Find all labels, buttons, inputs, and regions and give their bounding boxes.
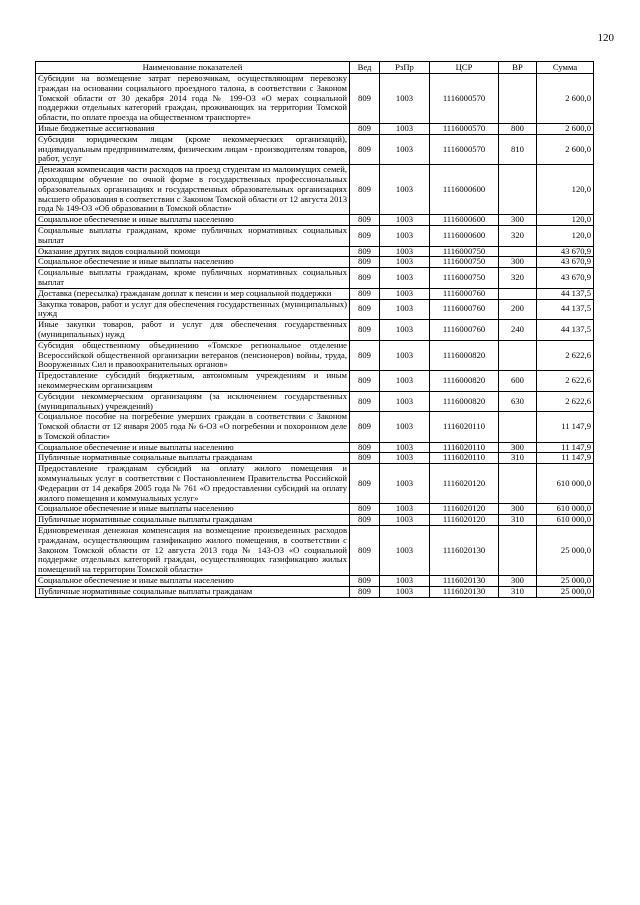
table-row [36, 299, 594, 320]
cell-ved: 809 [350, 268, 380, 289]
cell-csr: 1116000600 [430, 215, 499, 226]
budget-table [35, 61, 594, 598]
cell-csr: 1116000820 [430, 371, 499, 392]
cell-name: Социальное обеспечение и иные выплаты населению [36, 576, 350, 587]
cell-name: Доставка (пересылка) гражданам доплат к пенсии и мер социальной поддержки [36, 288, 350, 299]
cell-rzpr: 1003 [380, 165, 430, 215]
cell-sum: 43 670,9 [537, 246, 594, 257]
cell-vr: 300 [499, 215, 537, 226]
cell-name: Предоставление субсидий бюджетным, автономным учреждениям и иным некоммерческим организациям [36, 371, 350, 392]
table-body [36, 74, 594, 598]
cell-rzpr: 1003 [380, 134, 430, 164]
cell-name: Субсидия общественному объединению «Томское региональное отделение Всероссийской общественной организации ветеранов (пенсионеров) войны, труда, Вооруженных Сил и правоохранительных органов» [36, 340, 350, 370]
cell-name: Иные закупки товаров, работ и услуг для обеспечения государственных (муниципальных) нужд [36, 320, 350, 341]
cell-csr: 1116020130 [430, 576, 499, 587]
cell-rzpr: 1003 [380, 340, 430, 370]
cell-csr: 1116000820 [430, 391, 499, 412]
cell-vr [499, 464, 537, 504]
cell-csr: 1116020130 [430, 526, 499, 576]
cell-csr: 1116000570 [430, 134, 499, 164]
cell-name: Единовременная денежная компенсация на возмещение произведенных расходов гражданам, осуществляющим газификацию жилого помещения, в соответствии с Законом Томской области от 12 августа 2013 года № 143-ОЗ «О социальной поддержке отдельных категорий граждан, осуществляющих газификацию жилых помещений на территории Томской области» [36, 526, 350, 576]
cell-name: Социальное обеспечение и иные выплаты населению [36, 215, 350, 226]
cell-sum: 25 000,0 [537, 526, 594, 576]
cell-vr [499, 412, 537, 442]
cell-sum: 120,0 [537, 215, 594, 226]
cell-ved: 809 [350, 412, 380, 442]
cell-rzpr: 1003 [380, 586, 430, 597]
table-row [36, 576, 594, 587]
cell-rzpr: 1003 [380, 123, 430, 134]
cell-ved: 809 [350, 340, 380, 370]
cell-ved: 809 [350, 123, 380, 134]
cell-csr: 1116020110 [430, 453, 499, 464]
cell-sum: 11 147,9 [537, 453, 594, 464]
cell-rzpr: 1003 [380, 246, 430, 257]
cell-rzpr: 1003 [380, 268, 430, 289]
cell-vr: 800 [499, 123, 537, 134]
table-row [36, 412, 594, 442]
header-csr: ЦСР [430, 62, 499, 74]
cell-name: Закупка товаров, работ и услуг для обеспечения государственных (муниципальных) нужд [36, 299, 350, 320]
cell-sum: 2 622,6 [537, 391, 594, 412]
cell-vr: 240 [499, 320, 537, 341]
cell-ved: 809 [350, 299, 380, 320]
cell-csr: 1116000750 [430, 246, 499, 257]
cell-rzpr: 1003 [380, 576, 430, 587]
table-row [36, 340, 594, 370]
cell-rzpr: 1003 [380, 504, 430, 515]
cell-vr: 300 [499, 504, 537, 515]
cell-rzpr: 1003 [380, 526, 430, 576]
cell-csr: 1116000750 [430, 257, 499, 268]
cell-sum: 2 622,6 [537, 371, 594, 392]
cell-vr [499, 246, 537, 257]
cell-vr: 810 [499, 134, 537, 164]
table-row [36, 515, 594, 526]
cell-rzpr: 1003 [380, 453, 430, 464]
cell-vr: 310 [499, 453, 537, 464]
table-row [36, 165, 594, 215]
cell-vr: 310 [499, 515, 537, 526]
cell-csr: 1116020120 [430, 504, 499, 515]
cell-sum: 44 137,5 [537, 320, 594, 341]
header-rzpr: РзПр [380, 62, 430, 74]
cell-csr: 1116000600 [430, 225, 499, 246]
cell-csr: 1116020120 [430, 515, 499, 526]
cell-sum: 44 137,5 [537, 288, 594, 299]
cell-sum: 610 000,0 [537, 504, 594, 515]
table-row [36, 442, 594, 453]
cell-ved: 809 [350, 504, 380, 515]
cell-csr: 1116000760 [430, 320, 499, 341]
cell-vr [499, 340, 537, 370]
cell-sum: 43 670,9 [537, 257, 594, 268]
cell-name: Социальные выплаты гражданам, кроме публичных нормативных социальных выплат [36, 225, 350, 246]
table-row [36, 464, 594, 504]
cell-ved: 809 [350, 257, 380, 268]
cell-vr: 630 [499, 391, 537, 412]
cell-sum: 2 600,0 [537, 74, 594, 124]
cell-rzpr: 1003 [380, 515, 430, 526]
cell-csr: 1116020130 [430, 586, 499, 597]
cell-rzpr: 1003 [380, 257, 430, 268]
table-row [36, 134, 594, 164]
table-row [36, 371, 594, 392]
cell-csr: 1116020110 [430, 442, 499, 453]
cell-vr: 300 [499, 576, 537, 587]
cell-vr [499, 74, 537, 124]
cell-rzpr: 1003 [380, 299, 430, 320]
cell-vr: 300 [499, 257, 537, 268]
header-name: Наименование показателей [36, 62, 350, 74]
table-row [36, 123, 594, 134]
cell-sum: 11 147,9 [537, 442, 594, 453]
cell-ved: 809 [350, 225, 380, 246]
table-row [36, 586, 594, 597]
header-vr: ВР [499, 62, 537, 74]
cell-sum: 610 000,0 [537, 464, 594, 504]
cell-name: Оказание других видов социальной помощи [36, 246, 350, 257]
cell-rzpr: 1003 [380, 371, 430, 392]
cell-sum: 44 137,5 [537, 299, 594, 320]
cell-csr: 1116000570 [430, 123, 499, 134]
cell-rzpr: 1003 [380, 412, 430, 442]
cell-name: Субсидии на возмещение затрат перевозчикам, осуществляющим перевозку граждан на основании социального проездного талона, в соответствии с Законом Томской области от 30 декабря 2014 года № 199-ОЗ «О мерах социальной поддержки отдельных категорий граждан, проживающих на территории Томской области, по оплате проезда на общественном транспорте» [36, 74, 350, 124]
cell-ved: 809 [350, 464, 380, 504]
cell-sum: 2 622,6 [537, 340, 594, 370]
cell-vr [499, 165, 537, 215]
cell-rzpr: 1003 [380, 288, 430, 299]
header-ved: Вед [350, 62, 380, 74]
cell-vr [499, 288, 537, 299]
cell-ved: 809 [350, 165, 380, 215]
cell-ved: 809 [350, 371, 380, 392]
table-row [36, 225, 594, 246]
cell-ved: 809 [350, 453, 380, 464]
cell-sum: 11 147,9 [537, 412, 594, 442]
cell-ved: 809 [350, 320, 380, 341]
cell-name: Социальное обеспечение и иные выплаты населению [36, 504, 350, 515]
cell-rzpr: 1003 [380, 442, 430, 453]
cell-ved: 809 [350, 74, 380, 124]
table-row [36, 246, 594, 257]
cell-ved: 809 [350, 526, 380, 576]
cell-sum: 25 000,0 [537, 576, 594, 587]
cell-vr: 200 [499, 299, 537, 320]
cell-csr: 1116000750 [430, 268, 499, 289]
cell-name: Предоставление гражданам субсидий на оплату жилого помещения и коммунальных услуг в соответствии с Постановлением Правительства Российской Федерации от 14 декабря 2005 года № 761 «О предоставлении субсидий на оплату жилого помещения и коммунальных услуг» [36, 464, 350, 504]
cell-name: Социальное пособие на погребение умерших граждан в соответствии с Законом Томской области от 12 января 2005 года № 6-ОЗ «О погребении и похоронном деле в Томской области» [36, 412, 350, 442]
cell-csr: 1116000760 [430, 299, 499, 320]
header-sum: Сумма [537, 62, 594, 74]
cell-ved: 809 [350, 215, 380, 226]
table-row [36, 215, 594, 226]
table-row [36, 320, 594, 341]
cell-sum: 120,0 [537, 165, 594, 215]
cell-rzpr: 1003 [380, 391, 430, 412]
cell-vr: 320 [499, 225, 537, 246]
cell-rzpr: 1003 [380, 225, 430, 246]
cell-sum: 610 000,0 [537, 515, 594, 526]
table-row [36, 74, 594, 124]
cell-csr: 1116000570 [430, 74, 499, 124]
cell-name: Субсидии юридическим лицам (кроме некоммерческих организаций), индивидуальным предпринимателям, физическим лицам - производителям товаров, работ, услуг [36, 134, 350, 164]
table-header-row [36, 62, 594, 74]
table-row [36, 526, 594, 576]
cell-csr: 1116020120 [430, 464, 499, 504]
cell-name: Публичные нормативные социальные выплаты гражданам [36, 515, 350, 526]
cell-name: Социальное обеспечение и иные выплаты населению [36, 442, 350, 453]
cell-sum: 2 600,0 [537, 123, 594, 134]
table-row [36, 288, 594, 299]
cell-name: Субсидии некоммерческим организациям (за исключением государственных (муниципальных) учреждений) [36, 391, 350, 412]
cell-vr: 310 [499, 586, 537, 597]
table-row [36, 268, 594, 289]
cell-csr: 1116000600 [430, 165, 499, 215]
cell-rzpr: 1003 [380, 320, 430, 341]
cell-csr: 1116000820 [430, 340, 499, 370]
table-row [36, 453, 594, 464]
table-row [36, 504, 594, 515]
cell-ved: 809 [350, 288, 380, 299]
cell-ved: 809 [350, 586, 380, 597]
cell-vr: 320 [499, 268, 537, 289]
cell-sum: 120,0 [537, 225, 594, 246]
cell-sum: 43 670,9 [537, 268, 594, 289]
cell-rzpr: 1003 [380, 74, 430, 124]
cell-sum: 25 000,0 [537, 586, 594, 597]
cell-vr: 300 [499, 442, 537, 453]
page-number: 120 [597, 32, 614, 44]
cell-name: Публичные нормативные социальные выплаты гражданам [36, 586, 350, 597]
cell-rzpr: 1003 [380, 464, 430, 504]
cell-ved: 809 [350, 515, 380, 526]
cell-name: Социальные выплаты гражданам, кроме публичных нормативных социальных выплат [36, 268, 350, 289]
cell-ved: 809 [350, 246, 380, 257]
table-row [36, 257, 594, 268]
cell-name: Иные бюджетные ассигнования [36, 123, 350, 134]
cell-vr: 600 [499, 371, 537, 392]
cell-csr: 1116020110 [430, 412, 499, 442]
cell-ved: 809 [350, 391, 380, 412]
cell-ved: 809 [350, 576, 380, 587]
cell-ved: 809 [350, 134, 380, 164]
cell-vr [499, 526, 537, 576]
cell-ved: 809 [350, 442, 380, 453]
cell-rzpr: 1003 [380, 215, 430, 226]
cell-csr: 1116000760 [430, 288, 499, 299]
cell-name: Публичные нормативные социальные выплаты гражданам [36, 453, 350, 464]
cell-name: Социальное обеспечение и иные выплаты населению [36, 257, 350, 268]
table-row [36, 391, 594, 412]
cell-sum: 2 600,0 [537, 134, 594, 164]
cell-name: Денежная компенсация части расходов на проезд студентам из малоимущих семей, проходящим обучение по очной форме в государственных профессиональных образовательных организациях и государственных образовательных организациях высшего образования в соответствии с Законом Томской области от 12 августа 2013 года № 149-ОЗ «Об образовании в Томской области» [36, 165, 350, 215]
